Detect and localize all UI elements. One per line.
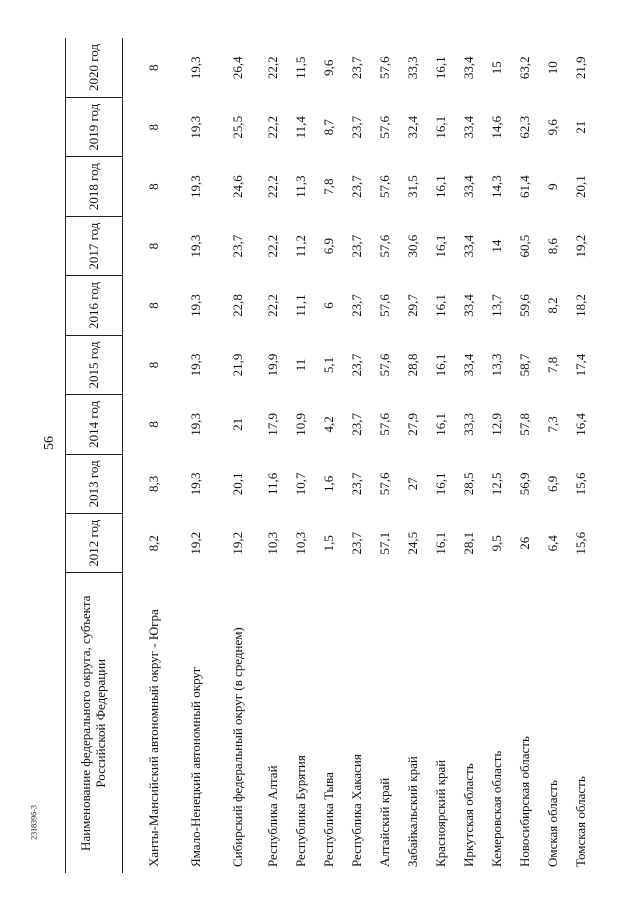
- value-cell: 11,4: [292, 116, 308, 139]
- value-cell: 16,4: [572, 413, 588, 436]
- header-year: 2013 год: [66, 454, 123, 513]
- region-name-cell: Республика Хакасия: [348, 754, 364, 867]
- value-cell: 19,3: [187, 56, 203, 80]
- table-row: [287, 38, 315, 873]
- value-cell: 16,1: [432, 234, 448, 258]
- table-row: [343, 38, 371, 873]
- value-cell: 57,6: [376, 472, 392, 496]
- value-cell: 8: [145, 361, 161, 369]
- value-cell: 23,7: [348, 115, 364, 139]
- value-cell: 59,6: [516, 294, 532, 317]
- table-row: [399, 38, 427, 873]
- value-cell: 11,3: [292, 175, 308, 198]
- value-cell: 22,2: [264, 56, 280, 80]
- value-cell: 60,5: [516, 234, 532, 258]
- value-cell: 22,2: [264, 234, 280, 258]
- value-cell: 19,2: [187, 531, 203, 555]
- value-cell: 57,6: [376, 56, 392, 80]
- value-cell: 26: [516, 536, 532, 550]
- region-name-cell: Республика Бурятия: [292, 755, 308, 867]
- rotated-table-wrapper: [65, 38, 588, 873]
- value-cell: 33,4: [460, 294, 476, 317]
- value-cell: 9,6: [320, 59, 336, 76]
- value-cell: 26,4: [229, 56, 245, 80]
- value-cell: 4,2: [320, 416, 336, 433]
- value-cell: 57,6: [376, 115, 392, 139]
- header-year: 2016 год: [66, 276, 123, 335]
- value-cell: 19,3: [187, 413, 203, 436]
- value-cell: 9,5: [488, 535, 504, 552]
- value-cell: 8: [145, 183, 161, 190]
- value-cell: 24,6: [229, 175, 245, 199]
- value-cell: 21,9: [229, 353, 245, 377]
- value-cell: 23,7: [348, 234, 364, 258]
- value-cell: 8,3: [145, 475, 161, 492]
- value-cell: 14,3: [488, 175, 504, 199]
- value-cell: 11: [292, 358, 308, 372]
- value-cell: 57,1: [376, 531, 392, 555]
- value-cell: 19,3: [187, 353, 203, 377]
- value-cell: 17,9: [264, 413, 280, 436]
- value-cell: 19,3: [187, 472, 203, 496]
- header-year: 2014 год: [66, 395, 123, 454]
- data-table: [65, 38, 595, 873]
- value-cell: 23,7: [229, 234, 245, 258]
- spacer-cell: [123, 38, 134, 873]
- region-name-cell: Кемеровская область: [488, 750, 504, 867]
- value-cell: 25,5: [229, 115, 245, 139]
- value-cell: 33,4: [460, 234, 476, 258]
- value-cell: 19,3: [187, 294, 203, 317]
- value-cell: 16,1: [432, 56, 448, 80]
- table-row: [315, 38, 343, 873]
- value-cell: 15: [488, 61, 504, 75]
- value-cell: 14: [488, 239, 504, 253]
- value-cell: 22,8: [229, 294, 245, 317]
- value-cell: 33,3: [460, 413, 476, 436]
- table-row: [217, 38, 259, 873]
- region-name-cell: Иркутская область: [460, 763, 476, 867]
- value-cell: 61,4: [516, 175, 532, 199]
- table-row: [483, 38, 511, 873]
- region-name-cell: Сибирский федеральный округ (в среднем): [229, 627, 245, 867]
- value-cell: 19,9: [264, 353, 280, 377]
- value-cell: 12,5: [488, 472, 504, 496]
- value-cell: 33,4: [460, 353, 476, 377]
- value-cell: 7,3: [544, 416, 560, 433]
- value-cell: 10,7: [292, 472, 308, 496]
- value-cell: 23,7: [348, 56, 364, 80]
- value-cell: 19,2: [572, 234, 588, 258]
- value-cell: 20,1: [572, 175, 588, 199]
- value-cell: 33,4: [460, 56, 476, 80]
- value-cell: 19,3: [187, 115, 203, 139]
- value-cell: 30,6: [404, 234, 420, 258]
- value-cell: 8,7: [320, 119, 336, 136]
- region-name-cell: Республика Тыва: [320, 772, 336, 867]
- region-name-cell: Ямало-Ненецкий автономный округ: [187, 666, 203, 867]
- table-row: [371, 38, 399, 873]
- table-row: [259, 38, 287, 873]
- value-cell: 13,3: [488, 353, 504, 377]
- header-name: Наименование федерального округа, субъекта Российской Федерации: [66, 573, 123, 873]
- value-cell: 33,4: [460, 175, 476, 199]
- header-year: 2020 год: [66, 38, 123, 98]
- table-spacer: [123, 38, 134, 873]
- value-cell: 13,7: [488, 294, 504, 317]
- value-cell: 11,6: [264, 472, 280, 495]
- region-name-cell: Республика Алтай: [264, 765, 280, 867]
- value-cell: 22,2: [264, 294, 280, 317]
- value-cell: 10,9: [292, 413, 308, 436]
- value-cell: 28,8: [404, 353, 420, 377]
- value-cell: 14,6: [488, 115, 504, 139]
- value-cell: 8: [145, 242, 161, 250]
- header-year: 2018 год: [66, 157, 123, 216]
- value-cell: 24,5: [404, 531, 420, 555]
- value-cell: 32,4: [404, 115, 420, 139]
- region-name-cell: Алтайский край: [376, 777, 392, 867]
- value-cell: 8: [145, 64, 161, 71]
- value-cell: 57,6: [376, 175, 392, 199]
- value-cell: 22,2: [264, 175, 280, 199]
- value-cell: 33,3: [404, 56, 420, 80]
- value-cell: 8,2: [544, 297, 560, 314]
- value-cell: 18,2: [572, 294, 588, 317]
- value-cell: 57,6: [376, 294, 392, 317]
- value-cell: 16,1: [432, 472, 448, 496]
- value-cell: 11,1: [292, 294, 308, 317]
- value-cell: 28,5: [460, 472, 476, 496]
- value-cell: 11,2: [292, 234, 308, 258]
- region-name-cell: Ханты-Мансийский автономный округ - Югра: [145, 609, 161, 867]
- value-cell: 19,3: [187, 175, 203, 199]
- table-row: [455, 38, 483, 873]
- value-cell: 10: [544, 61, 560, 75]
- value-cell: 20,1: [229, 472, 245, 496]
- value-cell: 19,3: [187, 234, 203, 258]
- value-cell: 16,1: [432, 353, 448, 377]
- value-cell: 8,6: [544, 237, 560, 255]
- value-cell: 57,6: [376, 234, 392, 258]
- value-cell: 21: [229, 417, 245, 431]
- region-name-cell: Томская область: [572, 776, 588, 867]
- value-cell: 16,1: [432, 531, 448, 555]
- value-cell: 29,7: [404, 294, 420, 317]
- value-cell: 23,7: [348, 294, 364, 317]
- header-year: 2019 год: [66, 98, 123, 157]
- value-cell: 23,7: [348, 531, 364, 555]
- table-row: [567, 38, 595, 873]
- region-name-cell: Красноярский край: [432, 759, 448, 867]
- table-row: [539, 38, 567, 873]
- value-cell: 57,6: [376, 413, 392, 436]
- value-cell: 31,5: [404, 175, 420, 199]
- value-cell: 21,9: [572, 56, 588, 80]
- region-name-cell: Забайкальский край: [404, 756, 420, 867]
- value-cell: 6,9: [544, 475, 560, 492]
- page-number: 56: [42, 436, 57, 450]
- value-cell: 8: [145, 421, 161, 428]
- value-cell: 8: [145, 302, 161, 309]
- header-year: 2017 год: [66, 216, 123, 275]
- header-year: 2015 год: [66, 335, 123, 394]
- value-cell: 19,2: [229, 531, 245, 555]
- value-cell: 6: [320, 302, 336, 309]
- value-cell: 15,6: [572, 531, 588, 555]
- value-cell: 1,5: [320, 535, 336, 552]
- value-cell: 57,6: [376, 353, 392, 377]
- value-cell: 23,7: [348, 175, 364, 199]
- value-cell: 56,9: [516, 472, 532, 496]
- header-year: 2012 год: [66, 514, 123, 573]
- value-cell: 23,7: [348, 413, 364, 436]
- table-row: [175, 38, 217, 873]
- value-cell: 1,6: [320, 475, 336, 492]
- table-header-row: [66, 38, 123, 873]
- value-cell: 33,4: [460, 115, 476, 139]
- value-cell: 22,2: [264, 115, 280, 139]
- value-cell: 62,3: [516, 115, 532, 139]
- table-row: [133, 38, 175, 873]
- value-cell: 7,8: [544, 356, 560, 374]
- value-cell: 9,6: [544, 119, 560, 136]
- value-cell: 12,9: [488, 413, 504, 436]
- value-cell: 27,9: [404, 413, 420, 436]
- value-cell: 8: [145, 123, 161, 131]
- value-cell: 57,8: [516, 413, 532, 436]
- value-cell: 11,5: [292, 56, 308, 79]
- value-cell: 16,1: [432, 115, 448, 139]
- region-name-cell: Новосибирская область: [516, 736, 532, 867]
- value-cell: 58,7: [516, 353, 532, 377]
- value-cell: 10,3: [292, 531, 308, 555]
- value-cell: 23,7: [348, 472, 364, 496]
- value-cell: 28,1: [460, 531, 476, 555]
- value-cell: 6,9: [320, 237, 336, 255]
- region-name-cell: Омская область: [544, 780, 560, 867]
- value-cell: 23,7: [348, 353, 364, 377]
- document-code: 2318396-3: [29, 805, 39, 840]
- value-cell: 16,1: [432, 294, 448, 317]
- value-cell: 7,8: [320, 178, 336, 195]
- table-body: [123, 38, 596, 873]
- value-cell: 63,2: [516, 56, 532, 80]
- value-cell: 16,1: [432, 175, 448, 199]
- value-cell: 27: [404, 477, 420, 491]
- value-cell: 10,3: [264, 531, 280, 555]
- value-cell: 6,4: [544, 535, 560, 552]
- value-cell: 5,1: [320, 356, 336, 374]
- value-cell: 9: [544, 183, 560, 190]
- table-row: [511, 38, 539, 873]
- value-cell: 15,6: [572, 472, 588, 496]
- value-cell: 8,2: [145, 535, 161, 552]
- value-cell: 17,4: [572, 353, 588, 377]
- table-row: [427, 38, 455, 873]
- value-cell: 16,1: [432, 413, 448, 436]
- value-cell: 21: [572, 120, 588, 134]
